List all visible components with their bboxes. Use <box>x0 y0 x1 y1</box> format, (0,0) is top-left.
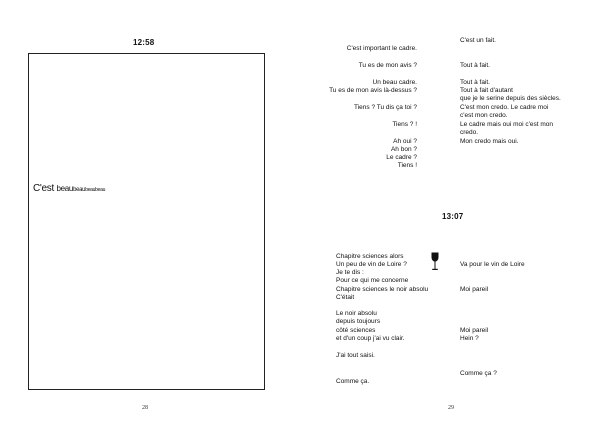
line-top-right-7: Le cadre mais oui moi c'est mon <box>460 121 554 128</box>
line-top-right-5: C'est mon credo. Le cadre moi <box>460 104 549 111</box>
line-bottom-right-4: Comme ça ? <box>460 370 497 377</box>
line-top-left-4: Tiens ? Tu dis ça toi ? <box>354 104 417 111</box>
frame-caption-part-4: beaubeau <box>85 187 106 193</box>
line-top-right-9: Mon credo mais oui. <box>460 138 519 145</box>
line-top-left-2: Un beau cadre. <box>372 79 417 86</box>
line-top-right-8: credo. <box>460 129 479 136</box>
line-bottom-left-4: Chapitre sciences le noir absolu <box>336 286 429 293</box>
line-bottom-left-11: Comme ça. <box>336 378 370 385</box>
time-header-right: 13:07 <box>442 212 464 221</box>
line-bottom-left-5: C'était <box>336 294 355 301</box>
line-bottom-left-8: côté sciences <box>336 327 376 334</box>
page-number-left: 28 <box>142 405 148 411</box>
frame-caption-part-1: C'est <box>33 183 57 194</box>
line-bottom-left-7: depuis toujours <box>336 318 381 325</box>
line-top-left-8: Le cadre ? <box>386 154 417 161</box>
line-top-right-4: que je le serine depuis des siècles. <box>460 95 561 102</box>
line-top-left-5: Tiens ? ! <box>392 121 417 128</box>
line-top-left-3: Tu es de mon avis là-dessus ? <box>329 87 417 94</box>
line-top-left-9: Tiens ! <box>397 162 417 169</box>
frame-caption <box>33 178 105 196</box>
page-number-right: 29 <box>448 405 454 411</box>
line-top-right-3: Tout à fait d'autant <box>460 87 513 94</box>
line-bottom-left-0: Chapitre sciences alors <box>336 253 404 260</box>
frame-caption-part-3: beau <box>73 187 86 193</box>
line-top-left-1: Tu es de mon avis ? <box>358 62 417 69</box>
line-bottom-right-2: Moi pareil <box>460 327 489 334</box>
line-top-left-0: C'est important le cadre. <box>346 45 417 52</box>
line-bottom-right-1: Moi pareil <box>460 286 489 293</box>
line-bottom-left-3: Pour ce qui me concerne <box>336 277 409 284</box>
frame-caption-part-2: beau <box>56 184 74 193</box>
line-top-right-6: c'est mon credo. <box>460 112 508 119</box>
line-bottom-left-2: Je te dis : <box>336 269 364 276</box>
line-bottom-left-6: Le noir absolu <box>336 310 377 317</box>
right-page <box>298 0 596 426</box>
time-header-left: 12:58 <box>133 38 155 47</box>
line-bottom-right-0: Va pour le vin de Loire <box>460 261 525 268</box>
line-top-left-7: Ah bon ? <box>390 146 417 153</box>
line-top-right-1: Tout à fait. <box>460 62 490 69</box>
line-top-left-6: Ah oui ? <box>393 138 417 145</box>
line-bottom-left-9: et d'un coup j'ai vu clair. <box>336 335 405 342</box>
line-bottom-right-3: Hein ? <box>460 335 479 342</box>
line-top-right-0: C'est un fait. <box>460 37 496 44</box>
line-bottom-left-10: J'ai tout saisi. <box>336 352 375 359</box>
line-top-right-2: Tout à fait. <box>460 79 490 86</box>
frame-box <box>28 53 265 390</box>
wine-glass-icon <box>430 252 440 272</box>
line-bottom-left-1: Un peu de vin de Loire ? <box>336 261 407 268</box>
